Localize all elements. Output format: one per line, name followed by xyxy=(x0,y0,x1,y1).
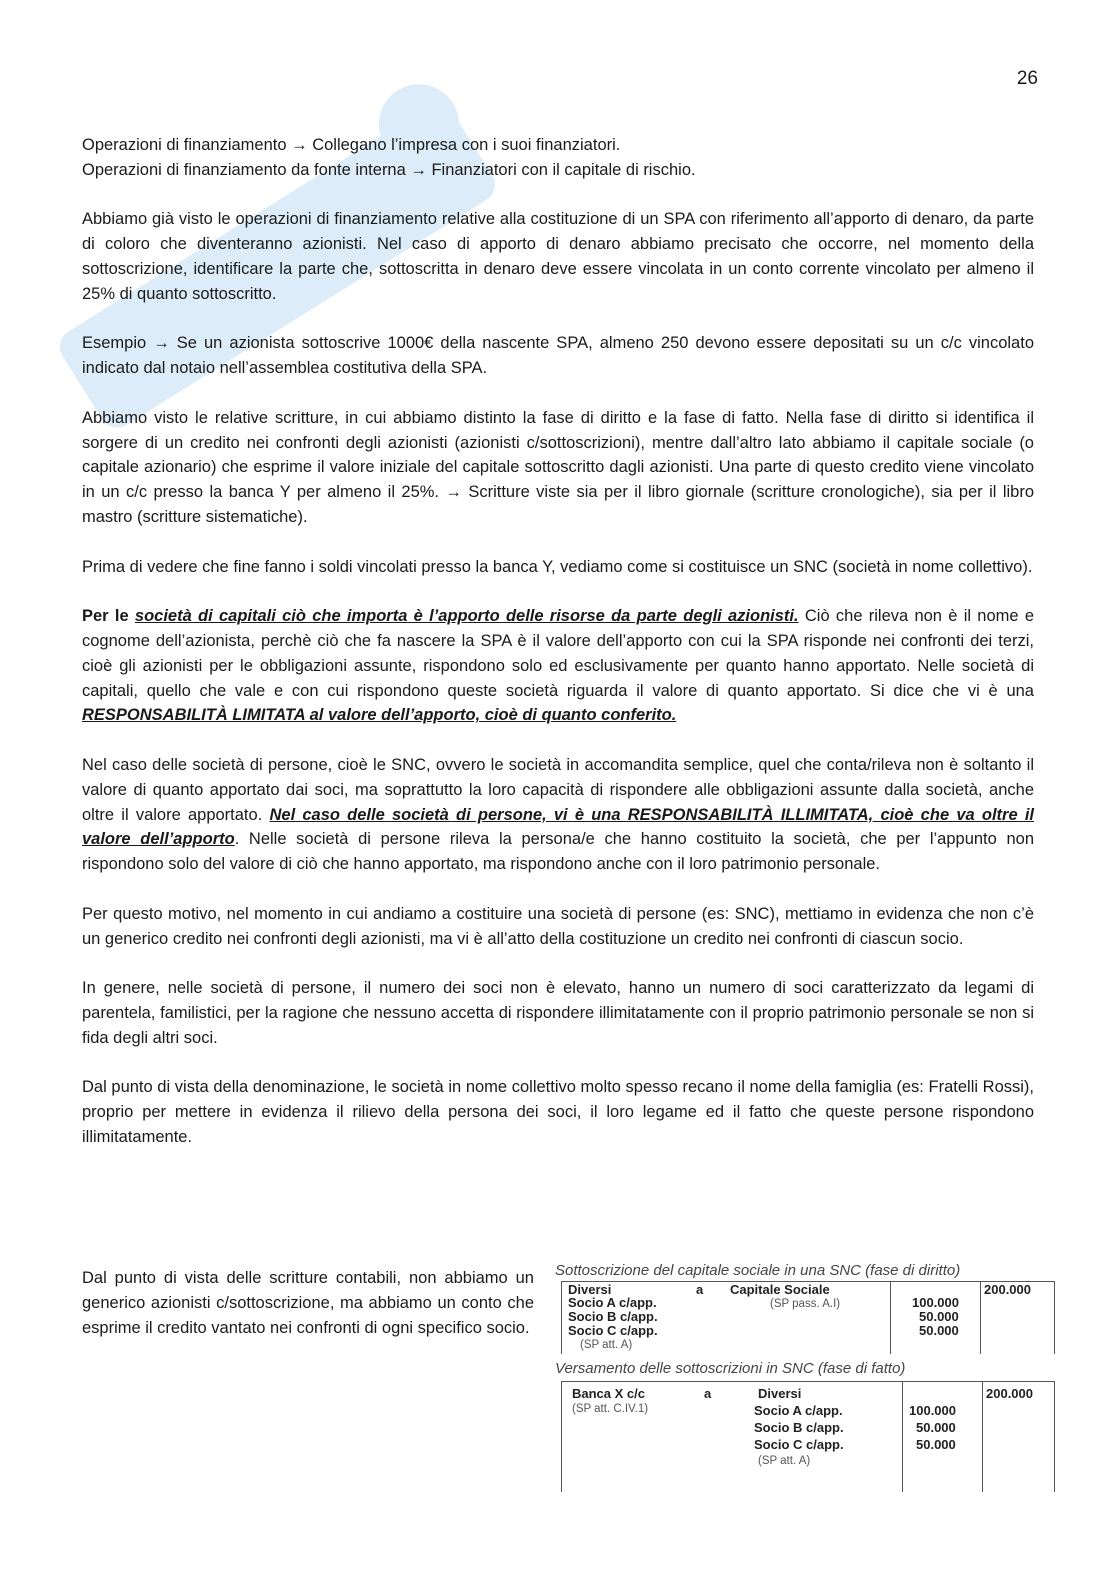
e1-credit-note: (SP pass. A.I) xyxy=(770,1298,841,1310)
paragraph-6 xyxy=(82,753,1034,877)
e1-total: 200.000 xyxy=(984,1282,1031,1297)
e1-row-name: Socio A c/app. xyxy=(568,1295,657,1310)
intro-block xyxy=(82,133,1034,183)
document-body xyxy=(82,133,1034,1174)
p5-emphasis: società di capitali ciò che importa è l’apporto delle risorse da parte degli azionisti. xyxy=(134,607,799,626)
column-divider xyxy=(1054,1382,1055,1492)
e2-row-name: Socio A c/app. xyxy=(754,1403,843,1418)
paragraph-9: Dal punto di vista della denominazione, le società in nome collettivo molto spesso recano il nome della famiglia (es: Fratelli Rossi), proprio per mettere in evidenza il rilievo della persona dei soci, il loro legame ed il fatto che queste persone rispondono illimitatamente. xyxy=(82,1078,1034,1146)
paragraph-7: Per questo motivo, nel momento in cui andiamo a costituire una società di persone (es: SNC), mettiamo in evidenza che non c’è un generico credito nei confronti degli azionisti, ma vi è all’atto della costituzione un credito nei confronti di ciascun socio. xyxy=(82,904,1034,948)
paragraph-8: In genere, nelle società di persone, il numero dei soci non è elevato, hanno un numero di soci caratterizzato da legami di parentela, familistici, per la ragione che nessuno accetta di rispondere illimitatamente con il proprio patrimonio personale se non si fida degli altri soci. xyxy=(82,979,1034,1047)
e1-row-amount: 100.000 xyxy=(912,1295,959,1310)
paragraph-5 xyxy=(82,604,1034,728)
p5-lead: Per le xyxy=(82,607,135,626)
e2-credit: Diversi xyxy=(758,1386,802,1401)
e1-row-amount: 50.000 xyxy=(919,1309,959,1324)
paragraph-4: Prima di vedere che fine fanno i soldi vincolati presso la banca Y, vediamo come si costituisce un SNC (società in nome collettivo). xyxy=(82,557,1033,576)
column-divider xyxy=(980,1282,981,1354)
p5-emphasis-2: RESPONSABILITÀ LIMITATA al valore dell’apporto, cioè di quanto conferito. xyxy=(82,706,677,725)
intro-line-2: Operazioni di finanziamento da fonte interna → Finanziatori con il capitale di rischio. xyxy=(82,160,696,179)
e2-row-name: Socio B c/app. xyxy=(754,1420,844,1435)
e2-total: 200.000 xyxy=(986,1386,1033,1401)
p6-body: Nel caso delle società di persone, cioè le SNC, ovvero le società in accomandita semplice, quel che conta/rileva non è soltanto il valore di quanto apportato dai soci, ma soprattutto la loro capacità di rispondere alle obbligazioni assunte dalla società, anche oltre il valore apportato. xyxy=(82,755,1034,824)
column-divider xyxy=(1054,1282,1055,1354)
paragraph-3: Abbiamo visto le relative scritture, in cui abbiamo distinto la fase di diritto e la fase di fatto. Nella fase di diritto si identifica il sorgere di un credito nei confronti degli azionisti (azionisti c/sottoscrizioni), mentre dall’altro lato abbiamo il capitale sociale (o capitale azionario) che esprime il valore iniziale del capitale sottoscritto dagli azionisti. Una parte di questo credito viene vincolato in un c/c presso la banca Y per almeno il 25%. → Scritture viste sia per il libro giornale (scritture cronologiche), sia per il libro mastro (scritture sistematiche). xyxy=(82,408,1034,526)
e1-row-amount: 50.000 xyxy=(919,1323,959,1338)
paragraph-2: Esempio → Se un azionista sottoscrive 1000€ della nascente SPA, almeno 250 devono essere depositati su un c/c vincolato indicato dal notaio nell’assemblea costitutiva della SPA. xyxy=(82,334,1034,378)
e2-row-amount: 50.000 xyxy=(916,1437,956,1452)
ledger-caption-1: Sottoscrizione del capitale sociale in una SNC (fase di diritto) xyxy=(555,1262,961,1279)
ledger-figure xyxy=(555,1262,1055,1492)
e2-row-name: Socio C c/app. xyxy=(754,1437,844,1452)
e1-debit: Diversi xyxy=(568,1282,612,1297)
paragraph-1: Abbiamo già visto le operazioni di finanziamento relative alla costituzione di un SPA con riferimento all’apporto di denaro, da parte di coloro che diventeranno azionisti. Nel caso di apporto di denaro abbiamo precisato che occorre, nel momento della sottoscrizione, identificare la parte che, sottoscritta in denaro deve essere vincolata in un conto corrente vincolato per almeno il 25% di quanto sottoscritto. xyxy=(82,210,1034,303)
p6-emphasis: Nel caso delle società di persone, vi è una RESPONSABILITÀ ILLIMITATA, cioè che va oltre il valore dell’apporto xyxy=(82,805,1034,849)
p6-tail: . Nelle società di persone rileva la persona/e che hanno costituito la società, che per l’appunto non rispondono solo del valore di ciò che hanno apportato, ma rispondono anche con il loro patrimonio personale. xyxy=(82,830,1034,874)
intro-line-1: Operazioni di finanziamento → Collegano l’impresa con i suoi finanziatori. xyxy=(82,136,621,154)
page-number: 26 xyxy=(1016,68,1038,89)
e1-debit-note: (SP att. A) xyxy=(580,1339,633,1351)
e1-row-name: Socio B c/app. xyxy=(568,1309,658,1324)
e1-credit: Capitale Sociale xyxy=(730,1282,830,1297)
column-divider xyxy=(902,1382,903,1492)
e2-credit-note: (SP att. A) xyxy=(758,1455,811,1467)
ledger-entry-fatto xyxy=(561,1381,1055,1492)
column-divider xyxy=(890,1282,891,1354)
e2-a: a xyxy=(704,1386,712,1401)
paragraph-10: Dal punto di vista delle scritture contabili, non abbiamo un generico azionisti c/sottoscrizione, ma abbiamo un conto che esprime il credito vantato nei confronti di ogni specifico socio. xyxy=(82,1269,534,1337)
e2-row-amount: 100.000 xyxy=(909,1403,956,1418)
e1-row-name: Socio C c/app. xyxy=(568,1323,658,1338)
ledger-caption-2: Versamento delle sottoscrizioni in SNC (fase di fatto) xyxy=(555,1360,906,1377)
e2-debit-note: (SP att. C.IV.1) xyxy=(572,1403,649,1415)
column-divider xyxy=(982,1382,983,1492)
e1-a: a xyxy=(696,1282,704,1297)
e2-row-amount: 50.000 xyxy=(916,1420,956,1435)
e2-debit: Banca X c/c xyxy=(572,1386,645,1401)
ledger-entry-diritto xyxy=(561,1281,1055,1354)
p5-body: Ciò che rileva non è il nome e cognome dell’azionista, perchè ciò che fa nascere la SPA è il valore dell’apporto con cui la SPA risponde nei confronti dei terzi, cioè gli azionisti per le obbligazioni assunte, rispondono solo ed esclusivamente per quanto hanno apportato. Nelle società di capitali, quello che vale e con cui rispondono queste società riguarda il valore di quanto apportato. Si dice che vi è una xyxy=(82,607,1035,700)
